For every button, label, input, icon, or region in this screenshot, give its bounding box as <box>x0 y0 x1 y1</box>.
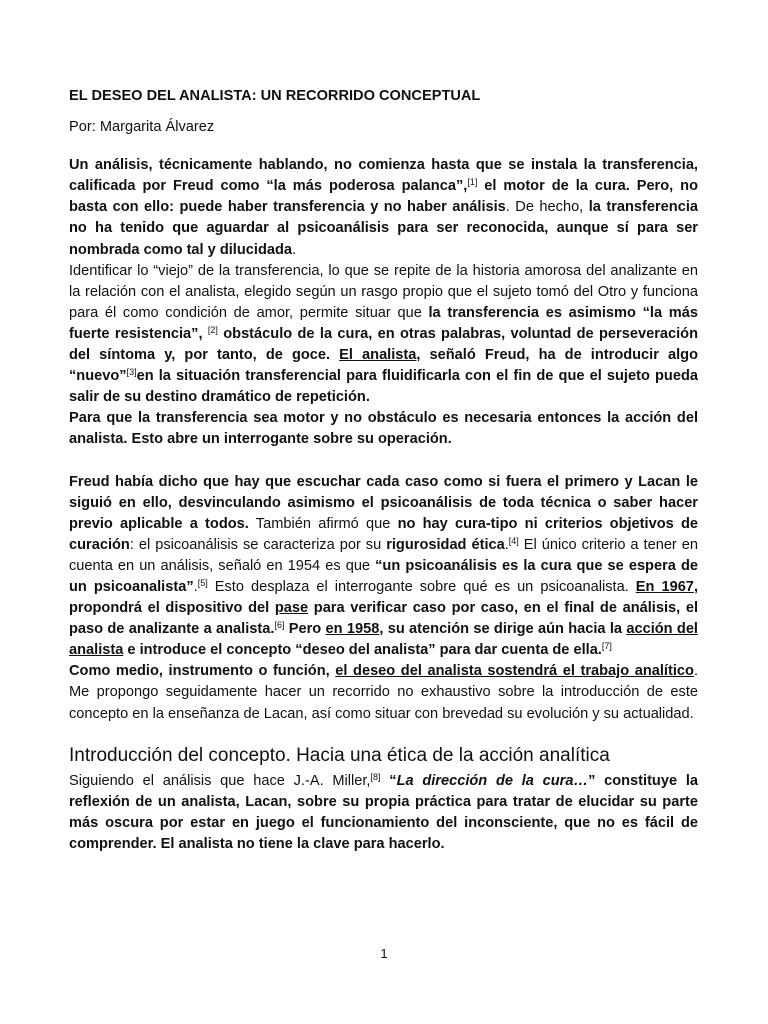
paragraph-1 <box>69 155 698 260</box>
text-run: ” constituye la reflexión de un analista, Lacan, sobre su propia práctica para tratar de elucidar su parte más oscura por estar en juego el funcionamiento del inconsciente, que no es fácil de comprender. El analista no tiene la clave para hacerlo. <box>69 772 698 852</box>
text-run: El analista <box>339 347 417 364</box>
text-run: Esto desplaza el interrogante sobre qué es un psicoanalista. <box>207 578 636 595</box>
paragraph-5 <box>69 661 698 724</box>
document-author: Por: Margarita Álvarez <box>69 119 215 136</box>
paragraph-3 <box>69 408 698 450</box>
text-run: . <box>292 241 297 258</box>
paragraph-2 <box>69 261 698 409</box>
footnote-ref: [5] <box>197 577 208 588</box>
document-body <box>69 86 698 855</box>
footnote-ref: [1] <box>467 177 478 188</box>
text-run: También afirmó que <box>248 515 398 532</box>
text-run: propondrá el dispositivo del <box>69 600 275 617</box>
paragraph-6 <box>69 771 698 855</box>
text-run: Freud había dicho que hay que escuchar cada caso como si fuera el primero y Lacan le siguió en ello, desvinculando asimismo el psicoanálisis de toda técnica o saber hacer previo aplicable a todos. <box>69 473 698 532</box>
text-run: , su atención se dirige aún hacia la <box>379 621 627 638</box>
footnote-ref: [7] <box>601 641 612 652</box>
paragraph-gap <box>69 451 698 472</box>
text-run: Para que la transferencia sea motor y no obstáculo es necesaria entonces la acción del analista. Esto abre un interrogante sobre su operación. <box>69 410 698 448</box>
footnote-ref: [2] <box>207 324 218 335</box>
text-run: e introduce el concepto “deseo del analista” para dar cuenta de ella. <box>123 642 602 659</box>
text-run: la transferencia no ha tenido que aguardar al psicoanálisis para ser reconocida, aunque sí para ser nombrada como tal y dilucidada <box>69 199 698 258</box>
text-run: no hay cura-tipo ni criterios objetivos de curación <box>69 515 699 553</box>
text-run: , señaló Freud, <box>416 347 539 364</box>
text-run: el motor de la cura. Pero, no basta con ello: puede haber transferencia y no haber análisis <box>69 178 699 216</box>
text-run: Pero <box>284 621 326 638</box>
text-run: Siguiendo el análisis que hace J.-A. Miller, <box>69 772 371 789</box>
text-run: obstáculo de la cura, en otras palabras, voluntad de perseveración del síntoma y, por tanto, de goce. <box>69 325 698 364</box>
text-run: para verificar caso por caso, en el final de análisis, el paso de analizante a analista. <box>69 600 699 638</box>
text-run: Como medio, instrumento o función, <box>69 663 336 680</box>
text-run: ha de introducir algo “nuevo” <box>69 347 699 385</box>
text-run: “ <box>389 772 397 789</box>
text-run: La dirección de la cura… <box>396 772 589 789</box>
text-run: . <box>193 578 198 595</box>
footnote-ref: [4] <box>508 535 519 546</box>
text-run: . Me propongo seguidamente hacer un recorrido no exhaustivo sobre la introducción de este concepto en la enseñanza de Lacan, así como situar con brevedad su evolución y su actualidad. <box>69 663 698 722</box>
text-run: : el psicoanálisis se caracteriza por su <box>129 536 387 553</box>
text-run: rigurosidad ética <box>386 536 505 553</box>
footnote-ref: [3] <box>126 367 137 378</box>
text-run: pase <box>274 600 309 617</box>
text-run: en 1958 <box>325 621 380 638</box>
text-run: En 1967 <box>635 578 694 595</box>
paragraph-4 <box>69 472 698 662</box>
text-run <box>381 773 390 789</box>
text-run: Un análisis, técnicamente hablando, no comienza hasta que se instala la transferencia, calificada por Freud como “la más poderosa palanca”, <box>69 157 698 195</box>
text-run: Identificar lo “viejo” de la transferencia, lo que se repite de la historia amorosa del analizante en la relación con el analista, elegido según un rasgo propio que el sujeto tomó del Otro y funciona para él como condición de amor, permite situar que <box>69 262 698 321</box>
section-heading: Introducción del concepto. Hacia una ética de la acción analítica <box>69 744 610 766</box>
page-number: 1 <box>380 946 388 961</box>
document-title: EL DESEO DEL ANALISTA: UN RECORRIDO CONCEPTUAL <box>69 88 481 104</box>
footnote-ref: [8] <box>370 771 381 782</box>
text-run: “un psicoanálisis es la cura que se espera de un psicoanalista” <box>69 557 698 595</box>
text-run: . De hecho, <box>505 199 589 216</box>
text-run: la transferencia es asimismo “la más fuerte resistencia”, <box>69 304 698 342</box>
text-run: el deseo del analista sostendrá el trabajo analítico <box>335 663 694 680</box>
text-run: en la situación transferencial para fluidificarla con el fin de que el sujeto pueda salir de su destino dramático de repetición. <box>69 368 698 406</box>
text-run: . <box>504 536 509 553</box>
footnote-ref: [6] <box>274 620 285 631</box>
text-run: El único criterio a tener en cuenta en un análisis, señaló en 1954 es que <box>69 536 699 574</box>
text-run: , <box>693 578 698 595</box>
text-run: acción del analista <box>69 621 698 659</box>
text-run <box>330 347 339 363</box>
